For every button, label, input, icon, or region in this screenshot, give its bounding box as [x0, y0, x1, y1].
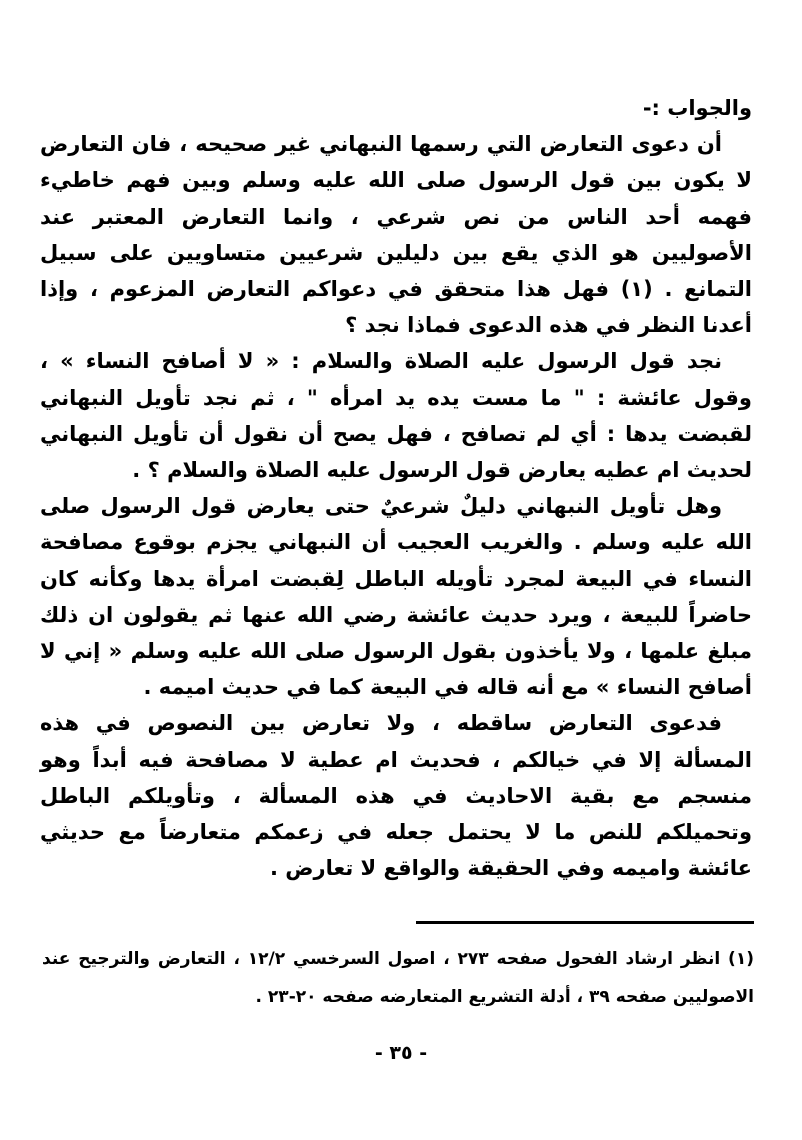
footnote-divider — [416, 921, 754, 924]
footnote-1: (١) انظر ارشاد الفحول صفحه ٢٧٣ ، اصول السرخسي ١٢/٢ ، التعارض والترجيح عند الاصوليين صفحه ٣٩ ، أدلة التشريع المتعارضه صفحه ٢٠-٢٣ . — [42, 949, 754, 1007]
footnotes — [42, 940, 754, 1016]
main-text — [40, 90, 752, 886]
page-number: - ٣٥ - — [374, 1042, 428, 1064]
paragraph-4: فدعوى التعارض ساقطه ، ولا تعارض بين النصوص في هذه المسألة إلا في خيالكم ، فحديث ام عطية لا مصافحة فيه أبداً وهو منسجم مع بقية الاحاديث في هذه المسألة ، وتأويلكم الباطل وتحميلكم للنص ما لا يحتمل جعله في زعمكم متعارضاً مع حديثي عائشة واميمه وفي الحقيقة والواقع لا تعارض . — [40, 711, 752, 881]
paragraph-1: أن دعوى التعارض التي رسمها النبهاني غير صحيحه ، فان التعارض لا يكون بين قول الرسول صلى الله عليه وسلم وبين فهم خاطيء فهمه أحد الناس من نص شرعي ، وانما التعارض المعتبر عند الأصوليين هو الذي يقع بين دليلين شرعيين متساويين على سبيل التمانع . (١) فهل هذا متحقق في دعواكم التعارض المزعوم ، وإذا أعدنا النظر في هذه الدعوى فماذا نجد ؟ — [40, 132, 752, 338]
answer-heading: والجواب :- — [642, 96, 752, 120]
paragraph-3: وهل تأويل النبهاني دليلٌ شرعيٌ حتى يعارض قول الرسول صلى الله عليه وسلم . والغريب العجيب أن النبهاني يجزم بوقوع مصافحة النساء في البيعة لمجرد تأويله الباطل لِقبضت امرأة يدها وكأنه كان حاضراً للبيعة ، ويرد حديث عائشة رضي الله عنها ثم يقولون ان ذلك مبلغ علمها ، ولا يأخذون بقول الرسول صلى الله عليه وسلم « إني لا أصافح النساء » مع أنه قاله في البيعة كما في حديث اميمه . — [40, 494, 752, 700]
paragraph-2: نجد قول الرسول عليه الصلاة والسلام : « لا أصافح النساء » ، وقول عائشة : " ما مست يده يد امرأه " ، ثم نجد تأويل النبهاني لقبضت يدها : أي لم تصافح ، فهل يصح أن نقول أن تأويل النبهاني لحديث ام عطيه يعارض قول الرسول عليه الصلاة والسلام ؟ . — [40, 349, 752, 483]
